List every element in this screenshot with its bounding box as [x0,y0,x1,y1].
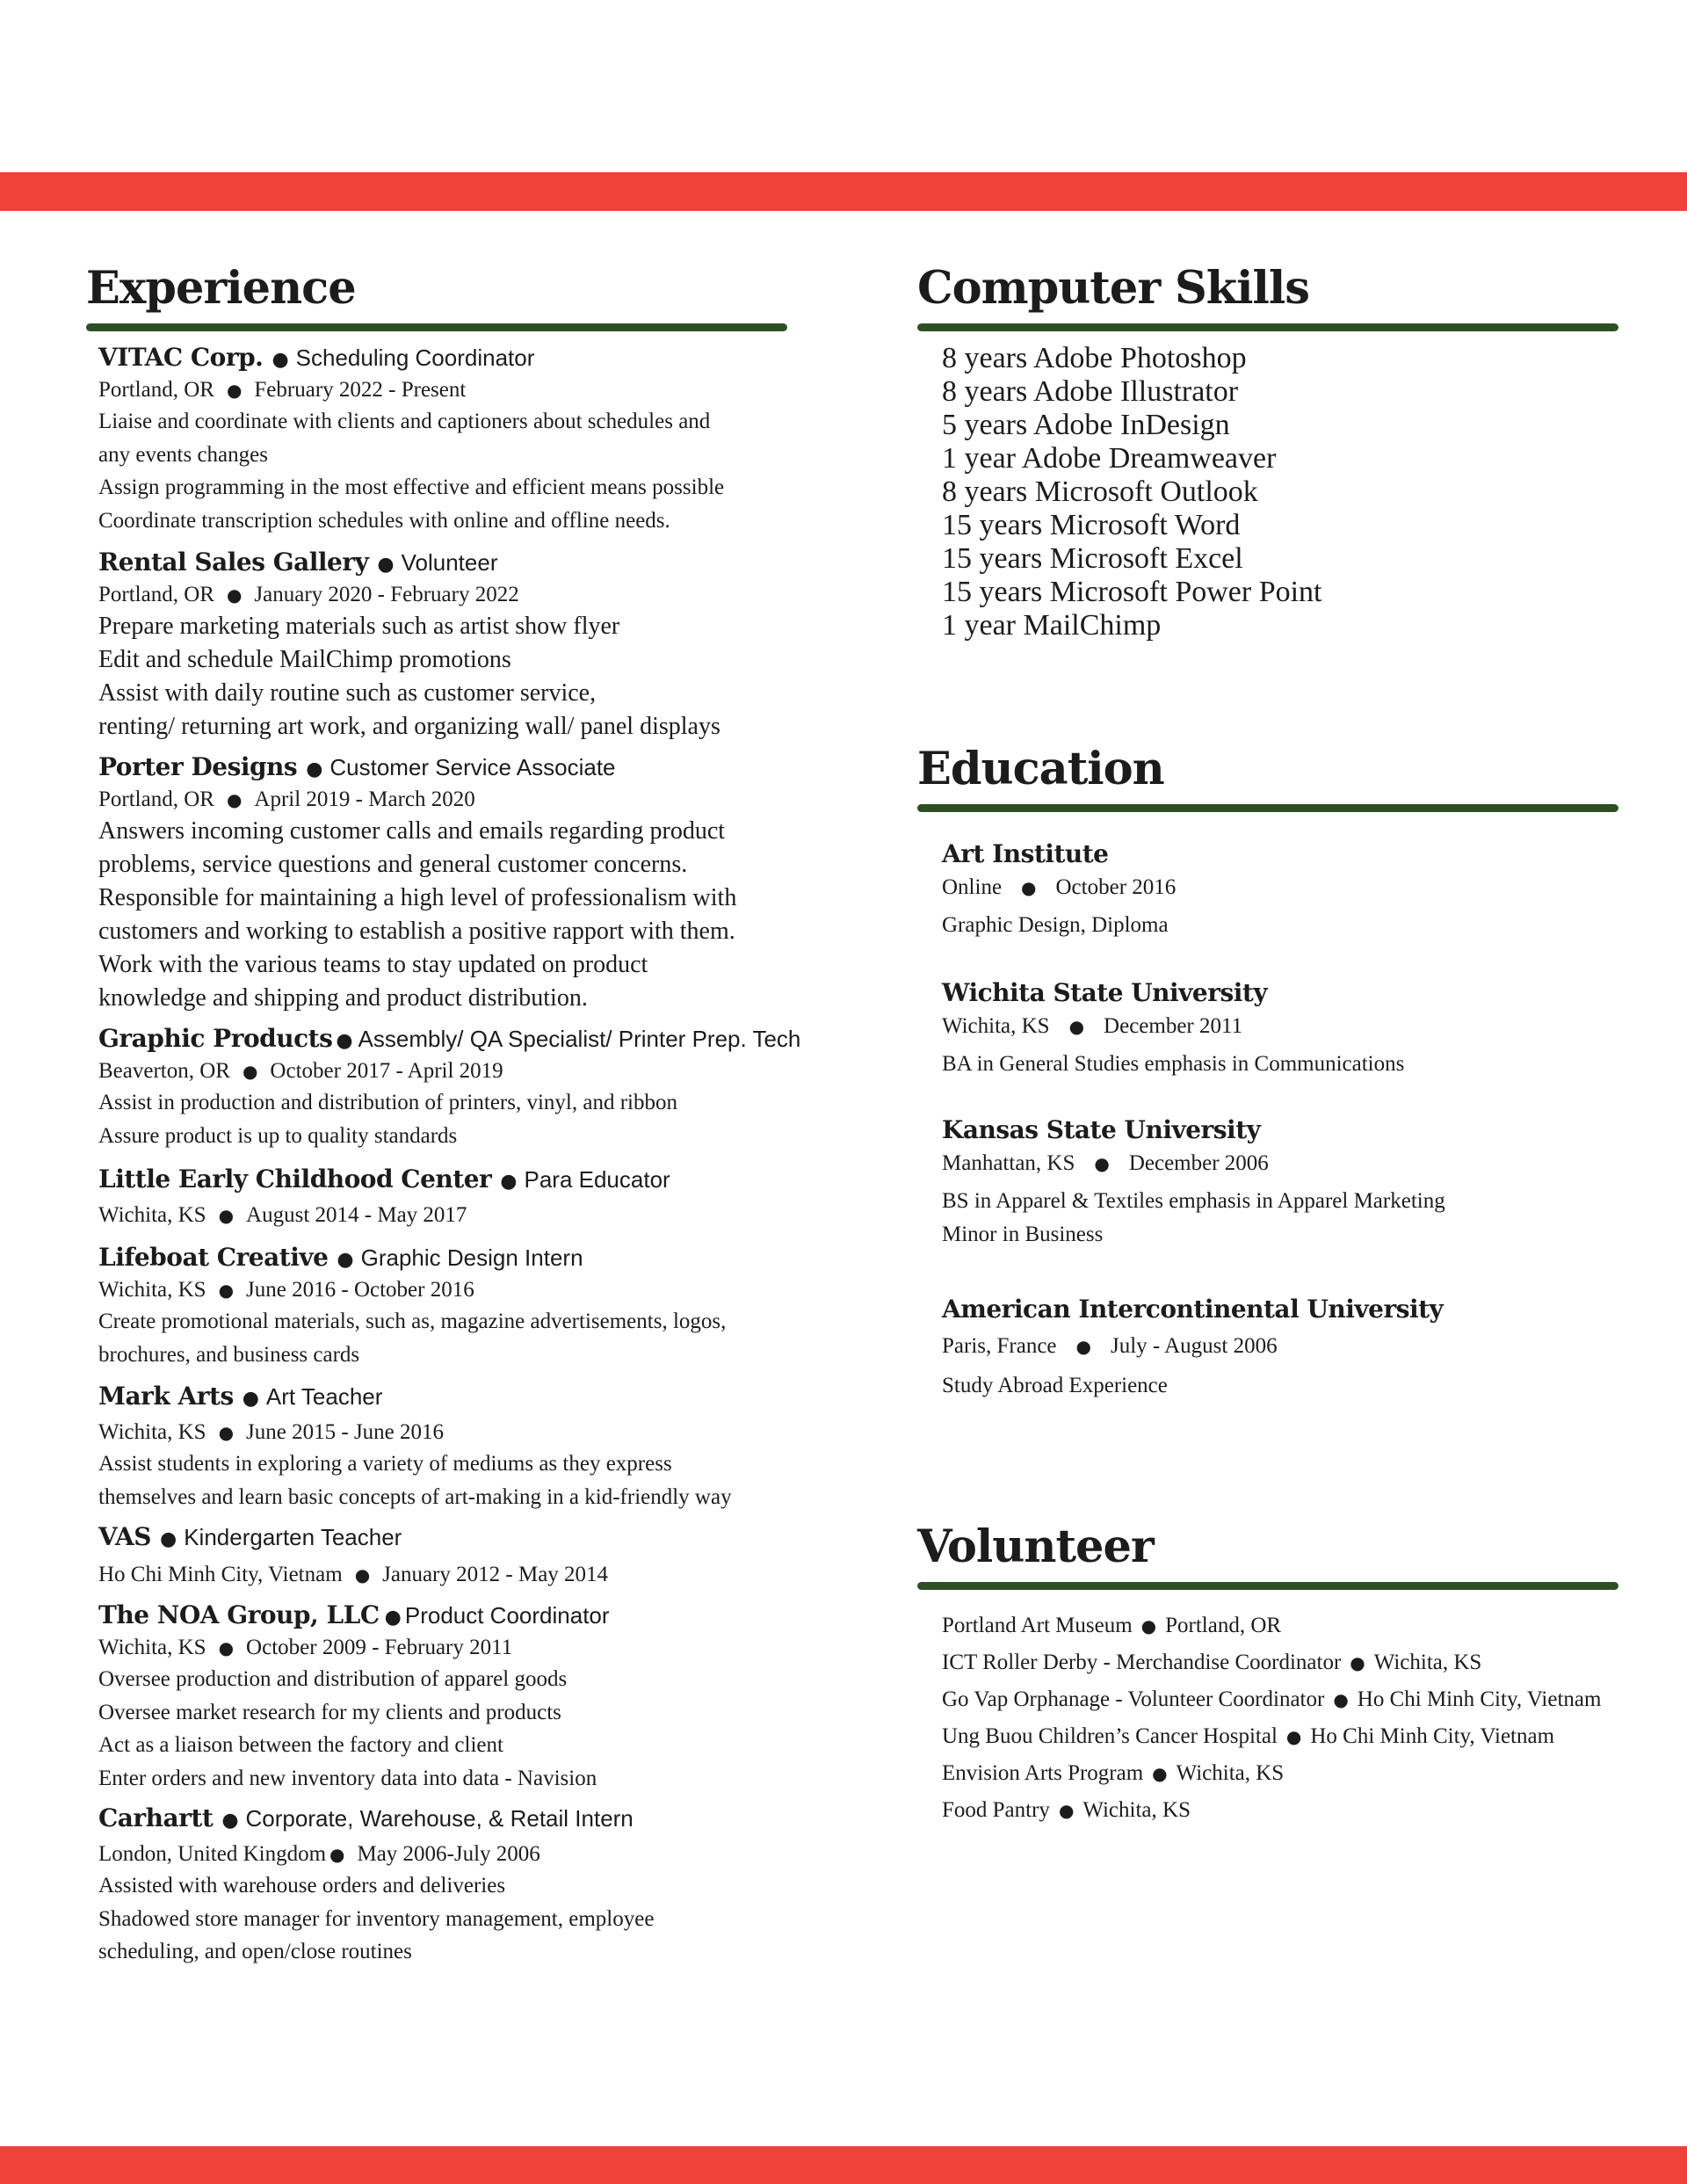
job-duty: brochures, and business cards [98,1342,360,1367]
volunteer-item [942,1607,1682,1644]
company-name: VITAC Corp. [98,343,264,372]
bullet-icon: ● [1350,1652,1365,1673]
company-name: Lifeboat Creative [98,1243,329,1272]
bullet-icon: ● [337,1249,354,1271]
school-degree: BA in General Studies emphasis in Communications [942,1052,1405,1076]
company-name: Porter Designs [98,752,298,781]
volunteer-location: Portland, OR [1165,1614,1282,1637]
volunteer-item [942,1644,1682,1681]
job-entry [98,1243,824,1371]
job-role: Corporate, Warehouse, & Retail Intern [245,1805,634,1832]
company-name: Mark Arts [98,1382,234,1411]
job-duty: Assure product is up to quality standards [98,1123,458,1148]
bullet-icon: ● [226,789,243,810]
bullet-icon: ● [272,349,289,371]
job-location: Ho Chi Minh City, Vietnam [98,1563,343,1586]
job-duty: Answers incoming customer calls and emails regarding product [98,817,726,845]
school-location: Wichita, KS [942,1014,1050,1038]
school-date: December 2006 [1128,1151,1269,1175]
job-location: Wichita, KS [98,1203,206,1227]
job-duty: Assist in production and distribution of printers, vinyl, and ribbon [98,1091,677,1114]
skill-item: 15 years Microsoft Power Point [942,576,1322,608]
volunteer-org: Portland Art Museum [942,1614,1133,1637]
school-meta [942,1329,1682,1364]
job-location: Portland, OR [98,787,214,811]
volunteer-item [942,1755,1682,1792]
job-entry [98,1803,824,1969]
job-duty: Assist with daily routine such as customer service, [98,679,597,707]
job-location: London, United Kingdom [98,1842,327,1866]
volunteer-location: Wichita, KS [1176,1761,1285,1785]
school-degree: Graphic Design, Diploma [942,913,1169,937]
school-meta [942,870,1682,905]
bullet-icon: ● [384,1607,402,1629]
job-header [98,548,824,580]
job-meta [98,580,824,610]
volunteer-location: Wichita, KS [1373,1651,1482,1674]
skills-list [942,342,1682,642]
volunteer-divider [917,1582,1618,1590]
job-duty: renting/ returning art work, and organizing wall/ panel displays [98,713,720,740]
volunteer-location: Wichita, KS [1082,1798,1191,1822]
job-dates: February 2022 - Present [254,378,467,402]
job-duty: Create promotional materials, such as, magazine advertisements, logos, [98,1310,727,1333]
school-location: Paris, France [942,1334,1057,1358]
job-role: Graphic Design Intern [360,1244,583,1271]
job-meta [98,1418,824,1448]
bullet-icon: ● [218,1205,235,1226]
job-role: Art Teacher [265,1383,383,1410]
bullet-icon: ● [242,1061,258,1082]
skill-item: 8 years Adobe Illustrator [942,375,1239,408]
volunteer-org: ICT Roller Derby - Merchandise Coordinator [942,1651,1342,1674]
job-dates: October 2017 - April 2019 [270,1059,503,1083]
job-entry [98,752,824,1015]
job-header [98,1600,824,1633]
education-entry [942,1294,1682,1403]
bullet-icon: ● [500,1171,518,1193]
school-location: Manhattan, KS [942,1151,1075,1175]
job-meta [98,1633,824,1663]
education-entry [942,977,1682,1081]
school-degree: Study Abroad Experience [942,1374,1168,1397]
school-name: Wichita State University [942,978,1268,1007]
right-column [917,262,1682,1829]
job-header [98,1382,824,1414]
job-duty: customers and working to establish a positive rapport with them. [98,918,735,945]
job-duty: Assist students in exploring a variety of mediums as they express [98,1452,672,1476]
job-duty: Assign programming in the most effective and efficient means possible [98,475,725,499]
experience-divider [86,323,787,331]
school-meta [942,1146,1682,1181]
job-meta [98,1275,824,1305]
company-name: VAS [98,1522,151,1551]
job-entry [98,1600,824,1795]
job-duty: Liaise and coordinate with clients and captioners about schedules and [98,410,711,433]
skill-item: 8 years Adobe Photoshop [942,342,1247,374]
job-dates: April 2019 - March 2020 [254,787,475,811]
job-location: Beaverton, OR [98,1059,230,1083]
experience-heading: Experience [86,262,356,315]
job-duty: Enter orders and new inventory data into data - Navision [98,1766,597,1790]
computer-skills-divider [917,323,1618,331]
job-location: Portland, OR [98,583,214,606]
bottom-accent-bar [0,2146,1687,2184]
job-role: Product Coordinator [404,1602,610,1629]
skill-item: 8 years Microsoft Outlook [942,475,1258,508]
bullet-icon: ● [306,758,323,780]
volunteer-item [942,1681,1682,1718]
left-column [86,262,824,1969]
job-duty: Assisted with warehouse orders and deliveries [98,1874,506,1897]
bullet-icon: ● [226,584,243,606]
job-duty: Coordinate transcription schedules with online and offline needs. [98,508,670,533]
bullet-icon: ● [1058,1800,1075,1821]
school-degree: Minor in Business [942,1223,1104,1246]
job-duty: Oversee market research for my clients and products [98,1700,561,1724]
job-duty: problems, service questions and general customer concerns. [98,851,688,878]
bullet-icon: ● [218,1422,235,1443]
job-location: Wichita, KS [98,1636,206,1659]
volunteer-item [942,1792,1682,1829]
skill-item: 5 years Adobe InDesign [942,409,1230,441]
job-role: Kindergarten Teacher [184,1524,402,1550]
skill-item: 15 years Microsoft Word [942,509,1241,541]
job-duty: knowledge and shipping and product distribution. [98,984,588,1012]
company-name: Rental Sales Gallery [98,548,369,577]
school-name: American Intercontinental University [942,1295,1444,1324]
school-meta [942,1009,1682,1044]
job-dates: June 2016 - October 2016 [246,1278,474,1302]
job-duty: Responsible for maintaining a high level of professionalism with [98,884,737,911]
job-entry [98,343,824,537]
job-role: Scheduling Coordinator [295,345,535,371]
job-duty: Edit and schedule MailChimp promotions [98,646,511,673]
school-name: Kansas State University [942,1115,1261,1144]
job-meta [98,375,824,405]
bullet-icon: ● [1094,1153,1110,1174]
volunteer-item [942,1718,1682,1755]
volunteer-org: Envision Arts Program [942,1761,1144,1785]
bullet-icon: ● [354,1564,371,1585]
job-header [98,1522,824,1555]
bullet-icon: ● [1140,1615,1157,1636]
job-header [98,1243,824,1275]
job-dates: January 2020 - February 2022 [254,583,519,606]
volunteer-location: Ho Chi Minh City, Vietnam [1310,1724,1555,1748]
job-role: Customer Service Associate [329,754,616,780]
job-duty: themselves and learn basic concepts of art-making in a kid-friendly way [98,1484,732,1509]
job-header [98,752,824,785]
job-dates: August 2014 - May 2017 [246,1203,467,1227]
job-duty: any events changes [98,442,268,467]
school-date: October 2016 [1055,875,1177,899]
bullet-icon: ● [218,1280,235,1301]
company-name: Carhartt [98,1803,214,1832]
job-header [98,1803,824,1836]
bullet-icon: ● [336,1030,353,1052]
job-entry [98,548,824,744]
job-location: Portland, OR [98,378,214,402]
skill-item: 1 year Adobe Dreamweaver [942,442,1277,475]
computer-skills-heading: Computer Skills [917,262,1309,315]
education-divider [917,804,1618,812]
job-meta [98,1201,824,1230]
job-meta [98,1560,824,1590]
job-header [98,1024,824,1056]
job-meta [98,1056,824,1086]
job-dates: May 2006-July 2006 [357,1842,540,1866]
skill-item: 1 year MailChimp [942,609,1162,642]
job-entry [98,1382,824,1513]
job-role: Assembly/ QA Specialist/ Printer Prep. Tech [358,1026,801,1052]
school-date: December 2011 [1104,1014,1243,1038]
job-header [98,343,824,375]
job-duty: scheduling, and open/close routines [98,1940,412,1963]
volunteer-org: Ung Buou Children’s Cancer Hospital [942,1724,1278,1748]
bullet-icon: ● [160,1528,177,1550]
bullet-icon: ● [1021,877,1037,898]
job-header [98,1165,824,1197]
skill-item: 15 years Microsoft Excel [942,542,1243,575]
volunteer-heading: Volunteer [917,1520,1154,1573]
company-name: Graphic Products [98,1024,333,1053]
job-entry [98,1522,824,1590]
volunteer-org: Food Pantry [942,1798,1050,1822]
job-duty: Work with the various teams to stay updated on product [98,951,648,978]
job-role: Para Educator [524,1166,670,1193]
bullet-icon: ● [1285,1726,1302,1747]
job-duty: Act as a liaison between the factory and client [98,1733,503,1757]
job-dates: October 2009 - February 2011 [246,1636,513,1659]
school-location: Online [942,875,1003,899]
job-duty: Prepare marketing materials such as artist show flyer [98,613,620,640]
job-meta [98,1839,824,1869]
bullet-icon: ● [242,1388,259,1410]
bullet-icon: ● [329,1844,345,1865]
company-name: The NOA Group, LLC [98,1600,380,1629]
education-heading: Education [917,743,1164,795]
job-entry [98,1024,824,1152]
education-entry [942,1114,1682,1252]
bullet-icon: ● [218,1637,235,1658]
volunteer-list [942,1607,1682,1829]
company-name: Little Early Childhood Center [98,1165,492,1194]
bullet-icon: ● [221,1810,239,1832]
education-entry [942,838,1682,942]
job-location: Wichita, KS [98,1420,206,1444]
job-dates: June 2015 - June 2016 [246,1420,445,1444]
job-meta [98,785,824,815]
job-dates: January 2012 - May 2014 [382,1563,609,1586]
bullet-icon: ● [1152,1763,1168,1784]
top-accent-bar [0,172,1687,211]
bullet-icon: ● [1068,1016,1085,1037]
job-entry [98,1165,824,1230]
school-name: Art Institute [942,839,1109,868]
volunteer-org: Go Vap Orphanage - Volunteer Coordinator [942,1687,1325,1711]
bullet-icon: ● [1075,1336,1091,1357]
school-degree: BS in Apparel & Textiles emphasis in Apparel Marketing [942,1189,1445,1213]
job-role: Volunteer [401,549,498,576]
school-date: July - August 2006 [1110,1334,1278,1358]
bullet-icon: ● [1333,1689,1349,1710]
job-location: Wichita, KS [98,1278,206,1302]
job-duty: Oversee production and distribution of apparel goods [98,1667,568,1691]
job-duty: Shadowed store manager for inventory management, employee [98,1906,655,1931]
bullet-icon: ● [226,380,243,401]
volunteer-location: Ho Chi Minh City, Vietnam [1357,1687,1602,1711]
bullet-icon: ● [377,554,395,576]
